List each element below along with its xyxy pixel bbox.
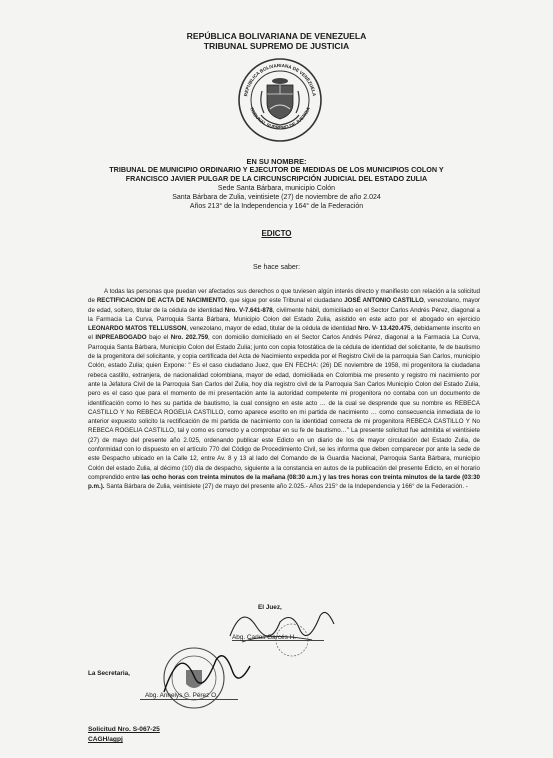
secretary-title: La Secretaria,	[88, 670, 130, 677]
secretary-name: Abg. Annelys G. Pérez O.	[145, 692, 218, 699]
initials: CAGH/agpj	[88, 736, 123, 743]
header-republic: REPÚBLICA BOLIVARIANA DE VENEZUELA	[186, 31, 367, 41]
court-name-line2: FRANCISCO JAVIER PULGAR DE LA CIRCUNSCRIPCIÓN JUDICIAL DEL ESTADO ZULIA	[125, 174, 428, 183]
edicto-body: A todas las personas que puedan ver afectados sus derechos o que tuviesen algún interés directo y manifiesto con relación a la solicitud de RECTIFICACION DE ACTA DE NACIMIENTO, que sigue por este Tribunal el ciudadano JOSÉ ANTONIO CASTILLO, venezolano, mayor de edad, soltero, titular de la cédula de identidad Nro. V-7.641-878, civilmente hábil, domiciliado en el Sector Carlos Andrés Pérez, diagonal a la Farmacia La Curva, Parroquia Santa Bárbara, Municipio Colon del Estado Zulia, asistido en este acto por el abogado en ejercicio LEONARDO MATOS TELLUSSON, venezolano, mayor de edad, titular de la cédula de identidad Nro. V- 13.420.475, debidamente inscrito en el INPREABOGADO bajo el Nro. 202.759, con domicilio domiciliado en el Sector Carlos Andrés Pérez, diagonal a la Farmacia La Curva, Parroquia Santa Bárbara, Municipio Colon del Estado Zulia; junto con copia fotostática de la cédula de identidad del solicitante, fe de bautismo de la progenitora del solicitante, y copia certificada del Acta de Nacimiento expedida por el Registro Civil de la parroquia San Carlos, municipio Colón, estado Zulia; quien Expone: " Es el caso ciudadano Juez, que EN FECHA: (26) DE noviembre de 1958, mi progenitora la ciudadana rebeca castillo, extranjera, de nacionalidad colombiana, mayor de edad, domiciliada en Colombia me presento y registro mi nacimiento por ante la Jefatura Civil de la Parroquia San Carlos del Zulia, hoy día registro civil de la Parroquia San Carlos Municipio Colon del Estado Zulia, pero es el caso que para el momento de mi presentación ante la autoridad competente mi progenitora no contaba con un documento de identificación como lo hes su partida de bautismo, la cual consigno en este acto … de la cual se desprende que su nombre es REBECA CASTILLO Y No REBECA ROGELIA CASTILLO, como aparece escrito en mi partida de nacimiento … como consecuencia inmediata de lo anterior expuesto solicito la rectificación de mi partida de nacimiento con la identidad correcta de mi progenitora REBECA CASTILLO Y No REBECA ROGELIA CASTILLO, tal y como es correcto y a comprobar en su fe de bautismo…" La presente solicitud fue admitida el veintisiete (27) de mayo del presente año 2.025, ordenando publicar este Edicto en un diario de los de mayor circulación del Estado Zulia, de conformidad con lo dispuesto en el artículo 770 del Código de Procedimiento Civil, se les informa que deben comparecer por ante la sede de este Despacho ubicado en la Calle 12, entre Av. 8 y 13 al lado del Comando de la Guardia Nacional, Parroquia Santa Bárbara, municipio Colón del estado Zulia, al décimo (10) día de despacho, siguiente a la constancia en autos de la publicación del presente Edicto, en el horario comprendido entre las ocho horas con treinta minutos de la mañana (08:30 a.m.) y las tres horas con treinta minutos de la tarde (03:30 p.m.). Santa Bárbara de Zulia, veintisiete (27) de mayo del presente año 2.025.- Años 215° de la Independencia y 166° de la Federación. -	[88, 288, 480, 491]
secretary-stamp-icon	[150, 640, 260, 722]
judge-title: El Juez,	[258, 604, 282, 611]
header-tribunal: TRIBUNAL SUPREMO DE JUSTICIA	[203, 41, 350, 51]
court-name-line1: TRIBUNAL DE MUNICIPIO ORDINARIO Y EJECUTOR DE MEDIDAS DE LOS MUNICIPIOS COLON Y	[109, 165, 444, 174]
solicitud-number: Solicitud Nro. S-067-25	[88, 726, 160, 733]
court-sede: Sede Santa Bárbara, municipio Colón	[217, 185, 336, 192]
en-su-nombre: EN SU NOMBRE:	[246, 157, 307, 166]
court-years: Años 213° de la Independencia y 164° de la Federación	[189, 203, 364, 210]
secretary-signature-line	[140, 699, 238, 700]
court-seal-icon	[237, 57, 323, 143]
judge-name: Abg. Carlos Garcés H.	[232, 634, 296, 641]
seal-ring-top: REPUBLICA BOLIVARIANA DE VENEZUELA	[243, 62, 317, 97]
court-date: Santa Bárbara de Zulia, veintisiete (27) de noviembre de año 2.024	[172, 194, 381, 201]
se-hace-saber: Se hace saber:	[252, 264, 301, 271]
edicto-title: EDICTO	[261, 229, 292, 238]
seal-ring-bottom: TRIBUNAL SUPREMO DE JUSTICIA	[248, 106, 312, 131]
